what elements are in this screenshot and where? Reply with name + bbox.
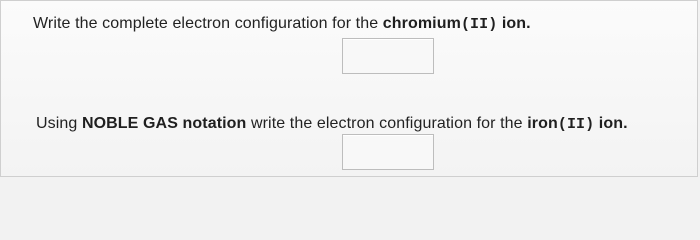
question-2-emphasis: NOBLE GAS notation	[81, 115, 247, 132]
question-2-element: iron(II) ion.	[527, 115, 628, 133]
question-2-charge: (II)	[557, 116, 595, 133]
question-2-middle: write the electron configuration for the	[246, 115, 528, 132]
question-1	[1, 1, 697, 91]
question-1-element: chromium(II) ion.	[382, 15, 531, 33]
question-2-suffix: ion.	[594, 115, 628, 132]
question-2-prompt	[36, 114, 628, 135]
question-1-answer-input[interactable]	[342, 38, 434, 74]
question-2-prefix: Using	[36, 115, 82, 132]
question-2-answer-input[interactable]	[342, 134, 434, 170]
question-1-prefix: Write the complete electron configuration for the	[33, 15, 383, 32]
question-1-suffix: ion.	[497, 15, 531, 32]
question-1-prompt	[33, 14, 531, 35]
question-1-charge: (II)	[460, 16, 498, 33]
question-2	[1, 91, 697, 180]
